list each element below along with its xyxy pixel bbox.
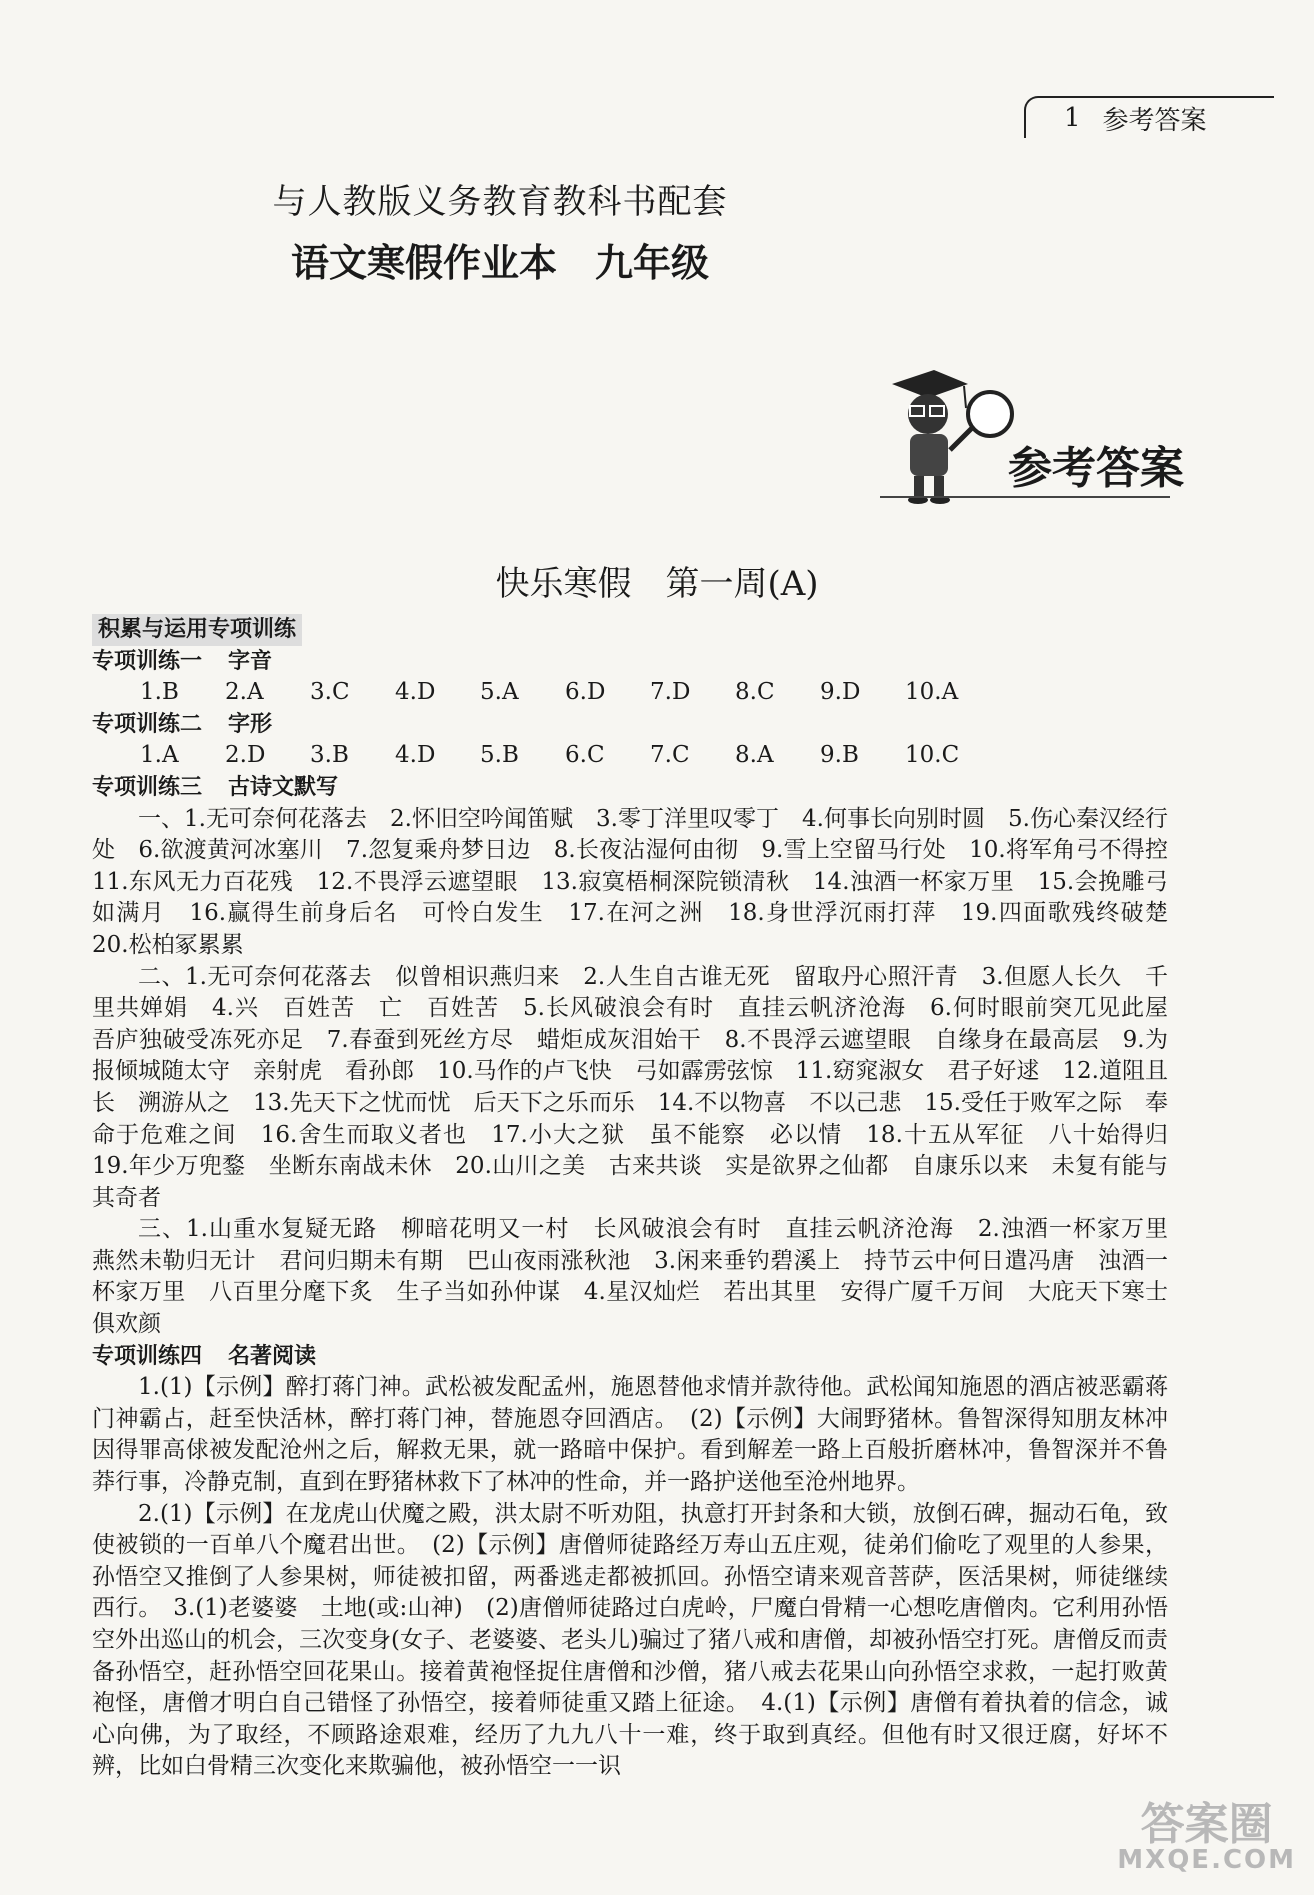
answer-item: 1.A [140, 742, 179, 769]
answer-item: 3.B [310, 742, 349, 769]
drill2-title: 专项训练二 [92, 711, 203, 737]
drill3-title: 专项训练三 [92, 774, 203, 800]
answer-item: 6.C [565, 742, 605, 769]
drill3-part2: 二、1.无可奈何花落去 似曾相识燕归来 2.人生自古谁无死 留取丹心照汗青 3.但愿人长久 千里共婵娟 4.兴 百姓苦 亡 百姓苦 5.长风破浪会有时 直挂云帆济沧海 6.何时眼前突兀见此屋 吾庐独破受冻死亦足 7.春蚕到死丝方尽 蜡炬成灰泪始干 8.不畏浮云遮望眼 自缘身在最高层 9.为报倾城随太守 亲射虎 看孙郎 10.马作的卢飞快 弓如霹雳弦惊 11.窈窕淑女 君子好逑 12.道阻且长 溯游从之 13.先天下之忧而忧 后天下之乐而乐 14.不以物喜 不以己悲 15.受任于败军之际 奉命于危难之间 16.舍生而取义者也 17.小大之狱 虽不能察 必以情 18.十五从军征 八十始得归 19.年少万兜鍪 坐断东南战未休 20.山川之美 古来共谈 实是欲界之仙都 自康乐以来 未复有能与其奇者 [92, 963, 1191, 1211]
book-subtitle: 与人教版义务教育教科书配套 [272, 182, 728, 222]
book-title: 语文寒假作业本 九年级 [290, 241, 709, 285]
answer-item: 9.B [820, 742, 859, 769]
answer-item: 6.D [565, 679, 606, 706]
answer-item: 10.A [905, 679, 959, 706]
drill4-title: 专项训练四 [92, 1343, 203, 1369]
graduate-mascot-icon [872, 362, 1022, 512]
answer-content [92, 614, 1191, 1783]
answer-item: 3.C [310, 679, 350, 706]
answer-item: 4.D [395, 679, 436, 706]
drill4-name: 名著阅读 [228, 1343, 317, 1369]
drill4-part2: 2.(1)【示例】在龙虎山伏魔之殿，洪太尉不听劝阻，执意打开封条和大锁，放倒石碑，掘动石龟，致使被锁的一百单八个魔君出世。 (2)【示例】唐僧师徒路经万寿山五庄观，徒弟们偷吃了观里的人参果，孙悟空又推倒了人参果树，师徒被扣留，两番逃走都被抓回。孙悟空请来观音菩萨，医活果树，师徒继续西行。 3.(1)老婆婆 土地(或:山神) (2)唐僧师徒路过白虎岭，尸魔白骨精一心想吃唐僧肉。它利用孙悟空外出巡山的机会，三次变身(女子、老婆婆、老头儿)骗过了猪八戒和唐僧，却被孙悟空打死。唐僧反而责备孙悟空，赶孙悟空回花果山。接着黄袍怪捉住唐僧和沙僧，猪八戒去花果山向孙悟空求救，一起打败黄袍怪，唐僧才明白自己错怪了孙悟空，接着师徒重又踏上征途。 4.(1)【示例】唐僧有着执着的信念，诚心向佛，为了取经，不顾路途艰难，经历了九九八十一难，终于取到真经。但他有时又很迂腐，好坏不辨，比如白骨精三次变化来欺骗他，被孙悟空一一识 [92, 1500, 1168, 1780]
drill3-name: 古诗文默写 [228, 774, 339, 800]
page-header-tab [1024, 96, 1274, 138]
answer-banner: 参考答案 [1008, 443, 1184, 494]
answer-item: 8.A [735, 742, 774, 769]
answer-item: 1.B [140, 679, 179, 706]
answer-item: 10.C [905, 742, 960, 769]
site-watermark [1117, 1799, 1296, 1875]
answer-item: 5.B [480, 742, 519, 769]
answer-item: 5.A [480, 679, 519, 706]
drill2-heading [92, 709, 1168, 741]
section-tag: 积累与运用专项训练 [92, 614, 302, 646]
drill4-heading [92, 1341, 1168, 1373]
drill1-answers [92, 677, 1168, 709]
watermark-text: 答案圈 [1140, 1799, 1273, 1850]
drill2-name: 字形 [228, 711, 273, 737]
answer-item: 2.D [225, 742, 266, 769]
drill3-part3: 三、1.山重水复疑无路 柳暗花明又一村 长风破浪会有时 直挂云帆济沧海 2.浊酒一杯家万里 燕然未勒归无计 君问归期未有期 巴山夜雨涨秋池 3.闲来垂钓碧溪上 持节云中何日遣冯唐 浊酒一杯家万里 八百里分麾下炙 生子当如孙仲谋 4.星汉灿烂 若出其里 安得广厦千万间 大庇天下寒士俱欢颜 [92, 1216, 1191, 1338]
drill2-answers [92, 740, 1168, 772]
drill1-heading [92, 646, 1168, 678]
drill1-title: 专项训练一 [92, 648, 203, 674]
answer-item: 4.D [395, 742, 436, 769]
drill3-part1: 一、1.无可奈何花落去 2.怀旧空吟闻笛赋 3.零丁洋里叹零丁 4.何事长向别时圆 5.伤心秦汉经行处 6.欲渡黄河冰塞川 7.忽复乘舟梦日边 8.长夜沾湿何由彻 9.雪上空留马行处 10.将军角弓不得控 11.东风无力百花残 12.不畏浮云遮望眼 13.寂寞梧桐深院锁清秋 14.浊酒一杯家万里 15.会挽雕弓如满月 16.赢得生前身后名 可怜白发生 17.在河之洲 18.身世浮沉雨打萍 19.四面歌残终破楚 20.松柏冢累累 [92, 805, 1191, 958]
answer-item: 9.D [820, 679, 861, 706]
page-number: 1 [1064, 103, 1081, 133]
answer-item: 8.C [735, 679, 775, 706]
answer-item: 2.A [225, 679, 264, 706]
drill3-heading [92, 772, 1168, 804]
drill1-name: 字音 [228, 648, 273, 674]
banner-underline [880, 496, 1170, 498]
section-label: 参考答案 [1102, 105, 1207, 136]
week-title: 快乐寒假 第一周(A) [495, 564, 819, 604]
answer-item: 7.C [650, 742, 690, 769]
answer-item: 7.D [650, 679, 691, 706]
drill4-part1: 1.(1)【示例】醉打蒋门神。武松被发配孟州，施恩替他求情并款待他。武松闻知施恩的酒店被恶霸蒋门神霸占，赶至快活林，醉打蒋门神，替施恩夺回酒店。 (2)【示例】大闹野猪林。鲁智深得知朋友林冲因得罪高俅被发配沧州之后，解救无果，就一路暗中保护。看到解差一路上百般折磨林冲，鲁智深并不鲁莽行事，冷静克制，直到在野猪林救下了林冲的性命，并一路护送他至沧州地界。 [92, 1374, 1168, 1496]
watermark-url: MXQE.COM [1117, 1845, 1296, 1875]
